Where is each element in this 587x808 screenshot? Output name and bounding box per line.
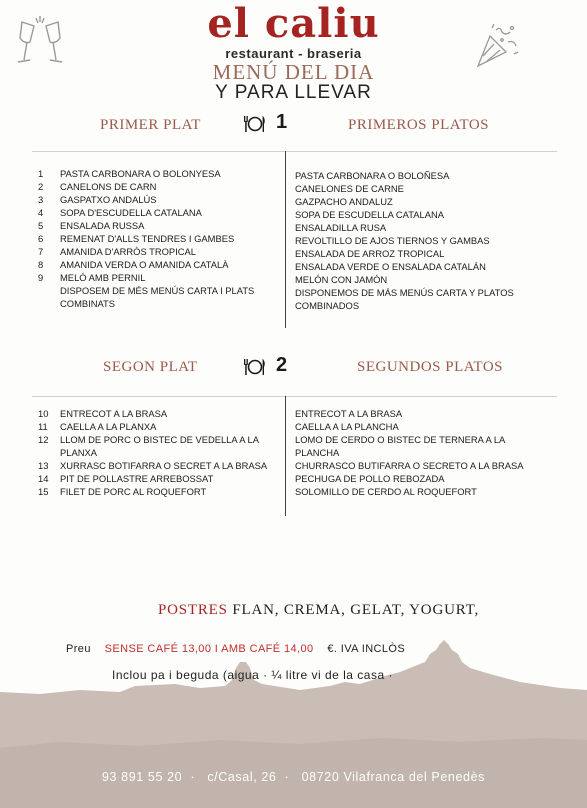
list-item: ENTRECOT A LA BRASA [295,408,403,419]
list-item: CHURRASCO BUTIFARRA O SECRETO A LA BRASA [295,460,524,471]
list-note: DISPONEMOS DE MÁS MENÚS CARTA Y PLATOS [295,287,514,298]
list-item: ENSALADA DE ARROZ TROPICAL [295,248,445,259]
footer-address: c/Casal, 26 [207,770,277,784]
section1-list-es [295,169,557,312]
footer-contact: 93 891 55 20 · c/Casal, 26 · 08720 Vilafranca del Penedès [102,770,485,784]
price-suffix: €. IVA INCLÒS [327,643,406,655]
list-item: 6 REMENAT D'ALLS TENDRES I GAMBES [38,233,235,244]
cutlery-icon [242,114,268,134]
list-item: 9 MELÓ AMB PERNIL [38,272,146,283]
price-value: SENSE CAFÉ 13,00 I AMB CAFÉ 14,00 [104,643,314,655]
list-item: 15 FILET DE PORC AL ROQUEFORT [38,486,207,497]
desserts-line [158,602,479,619]
desserts-label: POSTRES [158,602,228,618]
list-item: PASTA CARBONARA O BOLOÑESA [295,170,450,181]
menu-title: MENÚ DEL DIA [212,60,375,84]
list-item: PLANCHA [295,447,340,458]
list-item: ENSALADA VERDE O ENSALADA CATALÁN [295,261,486,272]
section1-divider [285,151,286,328]
section2-divider [285,396,286,516]
menu-subtitle: Y PARA LLEVAR [215,82,372,103]
section1-title-cat: PRIMER PLAT [100,117,201,133]
section2-list-cat [32,407,282,498]
footer-phone: 93 891 55 20 [102,770,183,784]
list-item: CAELLA A LA PLANCHA [295,421,399,432]
list-item: 11 CAELLA A LA PLANXA [38,421,157,432]
list-item: PLANXA [60,447,97,458]
list-note: DISPOSEM DE MÉS MENÚS CARTA I PLATS [60,285,255,296]
list-item: 1 PASTA CARBONARA O BOLONYESA [38,168,221,179]
section2-list-es [295,407,557,498]
list-item: 7 AMANIDA D'ARRÒS TROPICAL [38,246,197,257]
section2-title-cat: SEGON PLAT [103,359,198,375]
list-item: 3 GASPATXO ANDALÚS [38,194,157,205]
price-line [66,643,405,655]
restaurant-logo: el caliu [207,0,380,47]
list-item: PECHUGA DE POLLO REBOZADA [295,473,445,484]
list-item: GAZPACHO ANDALUZ [295,196,393,207]
list-item: REVOLTILLO DE AJOS TIERNOS Y GAMBAS [295,235,490,246]
desserts-text: FLAN, CREMA, GELAT, YOGURT, [227,602,480,618]
list-note: COMBINATS [60,298,116,309]
footer-city: 08720 Vilafranca del Penedès [301,770,485,784]
list-item: SOLOMILLO DE CERDO AL ROQUEFORT [295,486,477,497]
list-item: SOPA DE ESCUDELLA CATALANA [295,209,445,220]
price-label: Preu [66,643,91,655]
list-item: 4 SOPA D'ESCUDELLA CATALANA [38,207,202,218]
section2-number: 2 [276,354,288,376]
list-note: COMBINADOS [295,300,360,311]
section1-title-es: PRIMEROS PLATOS [348,117,490,133]
includes-line: Inclou pa i beguda (aigua · ¼ litre vi de la casa · [112,668,393,682]
list-item: 14 PIT DE POLLASTRE ARREBOSSAT [38,473,214,484]
list-item: 2 CANELONS DE CARN [38,181,157,192]
list-item: MELÓN CON JAMÓN [295,274,388,285]
section2-top-rule [32,396,557,397]
list-item: CANELONES DE CARNE [295,183,404,194]
section2-title-es: SEGUNDOS PLATOS [357,359,504,375]
list-item: 10 ENTRECOT A LA BRASA [38,408,168,419]
list-item: 8 AMANIDA VERDA O AMANIDA CATALÀ [38,259,229,270]
section1-top-rule [32,151,557,152]
section1-number: 1 [276,111,288,133]
list-item: ENSALADILLA RUSA [295,222,387,233]
section1-list-cat [32,167,282,310]
list-item: 12 LLOM DE PORC O BISTEC DE VEDELLA A LA [38,434,260,445]
list-item: 5 ENSALADA RUSSA [38,220,145,231]
list-item: 13 XURRASC BOTIFARRA O SECRET A LA BRASA [38,460,268,471]
list-item: LOMO DE CERDO O BISTEC DE TERNERA A LA [295,434,506,445]
restaurant-subtitle: restaurant - braseria [225,46,362,61]
cutlery-icon [242,357,268,377]
